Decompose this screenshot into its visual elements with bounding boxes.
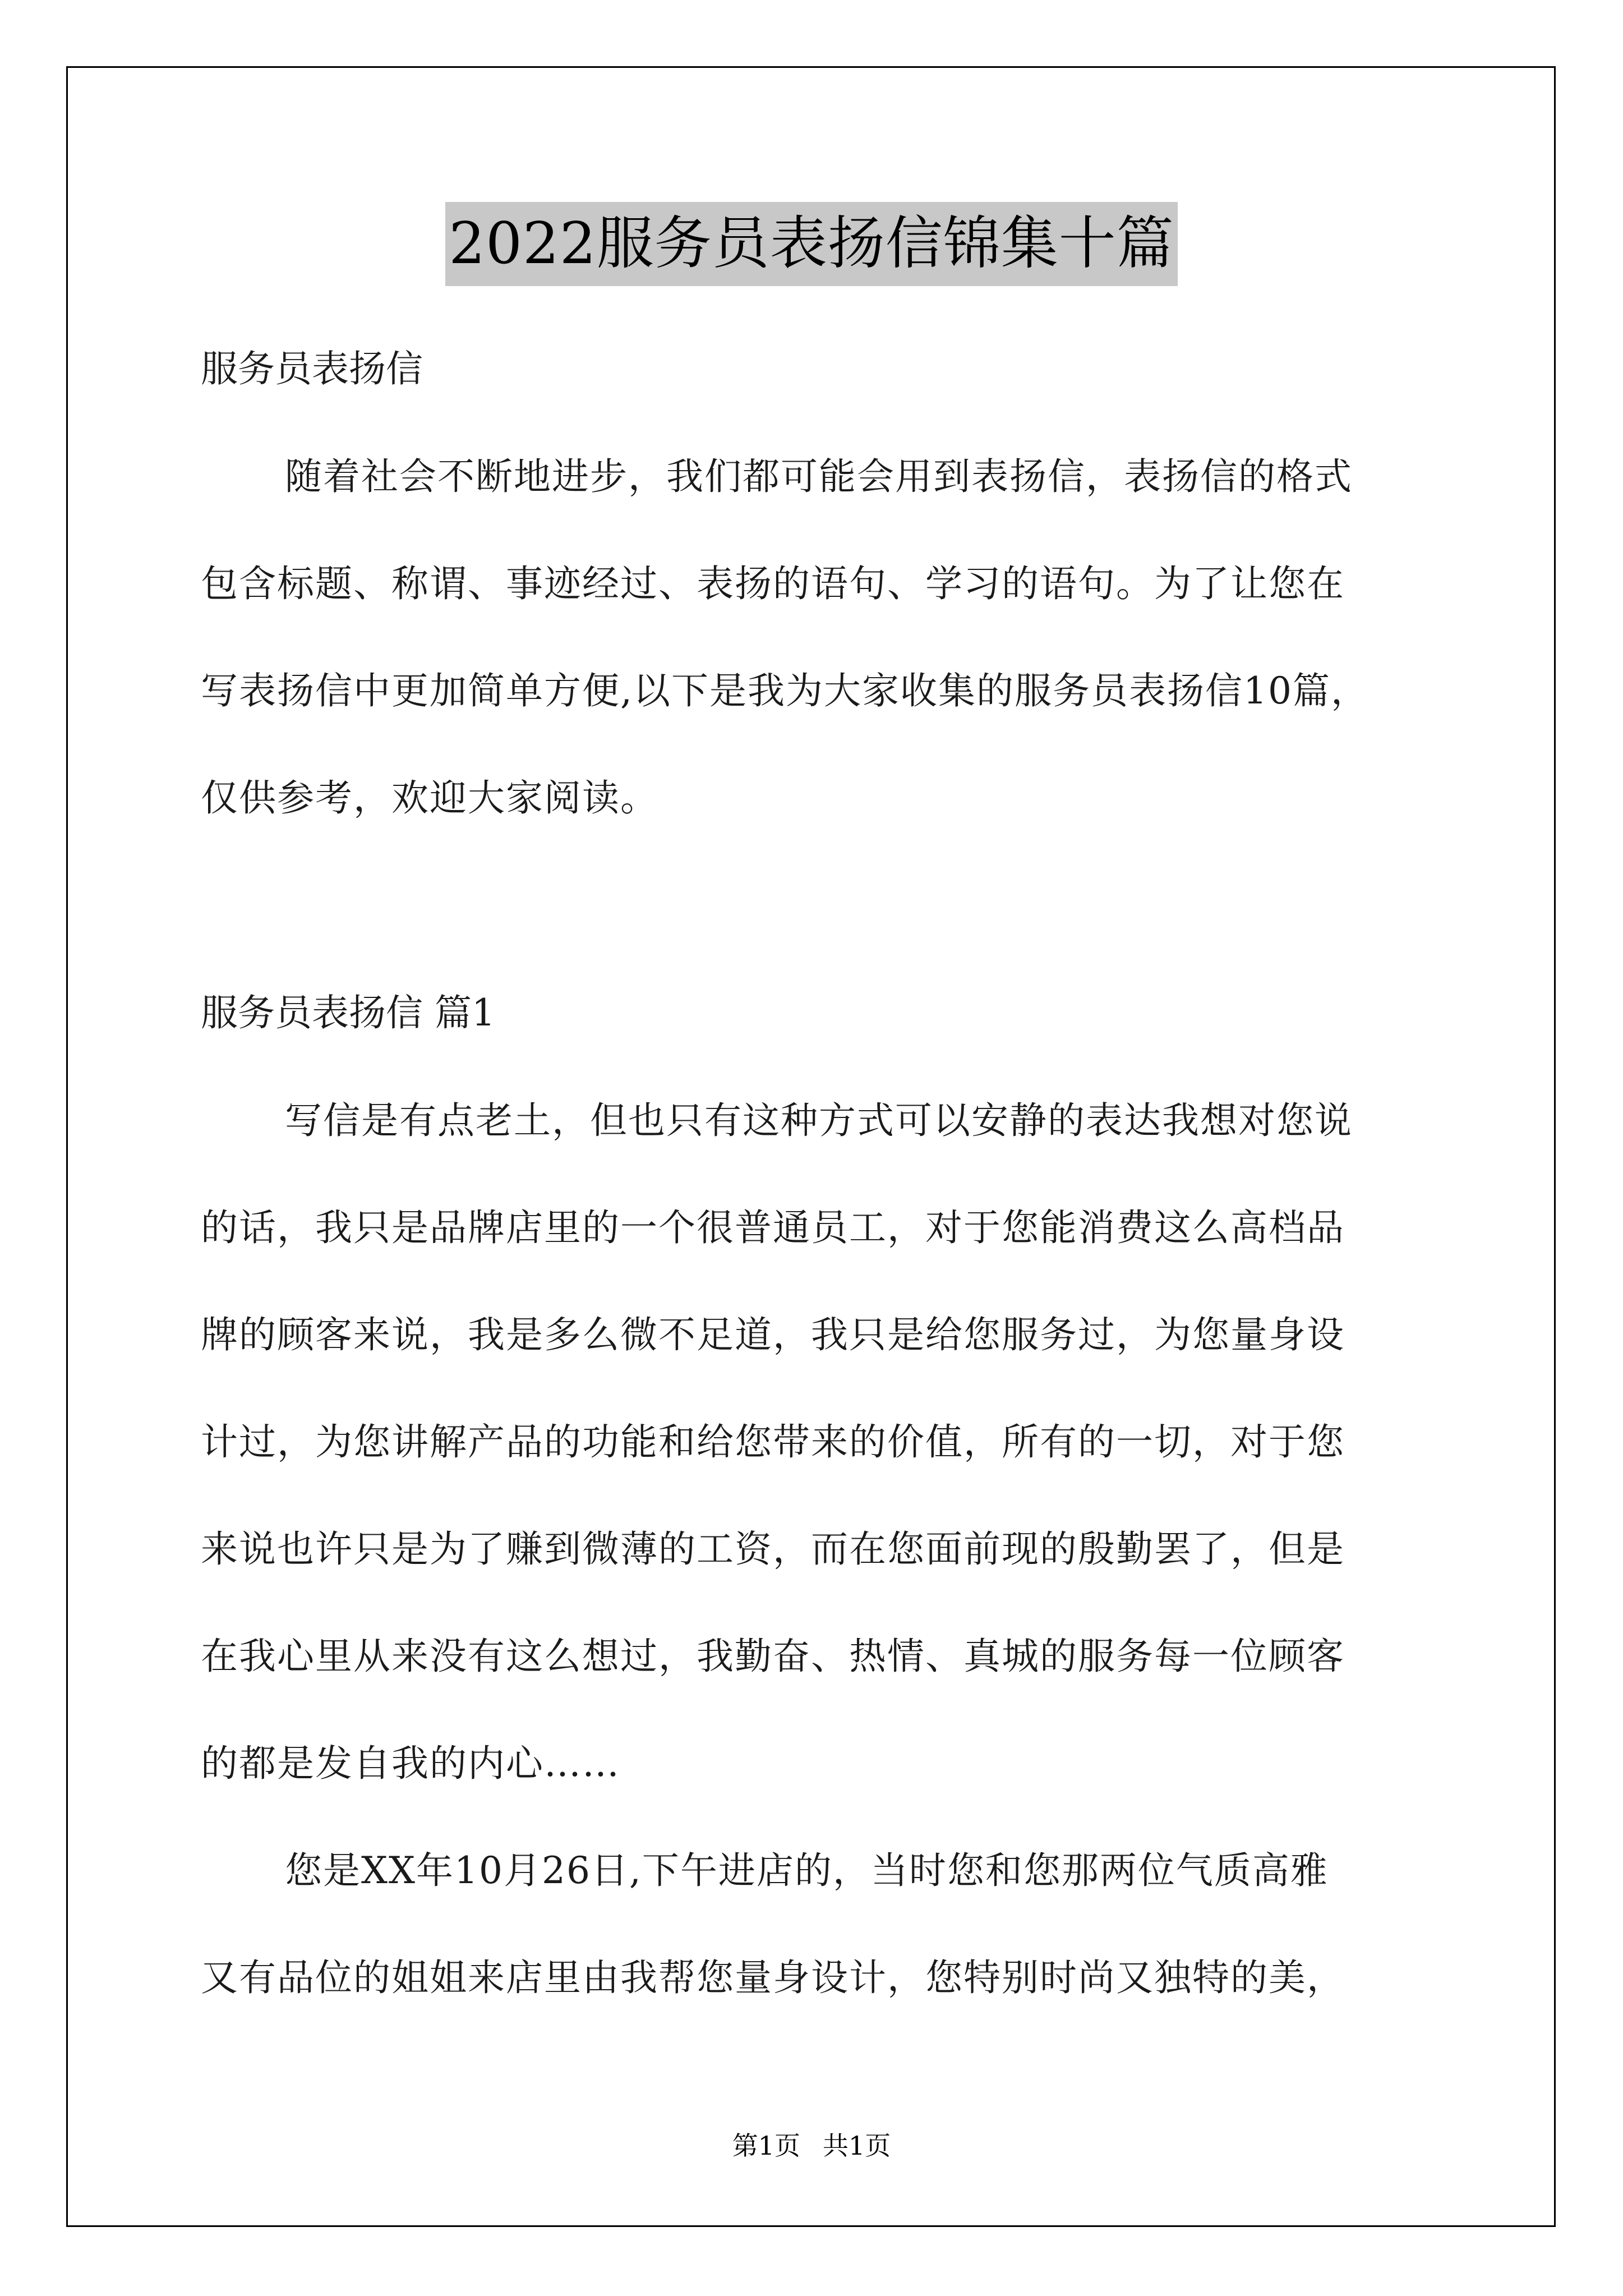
text-line: 写表扬信中更加简单方便,以下是我为大家收集的服务员表扬信10篇， — [201, 669, 1369, 712]
intro-heading: 服务员表扬信 — [201, 347, 423, 390]
document-title: 2022服务员表扬信锦集十篇 — [445, 202, 1178, 286]
document-body — [201, 342, 1429, 2005]
text-line: 您是XX年10月26日,下午进店的，当时您和您那两位气质高雅 — [285, 1849, 1329, 1892]
text-line: 来说也许只是为了赚到微薄的工资，而在您面前现的殷勤罢了，但是 — [201, 1527, 1345, 1571]
section-heading: 服务员表扬信 篇1 — [201, 991, 495, 1034]
page-footer — [0, 2129, 1623, 2162]
page-number: 第1页 — [732, 2131, 800, 2161]
text-line: 又有品位的姐姐来店里由我帮您量身设计，您特别时尚又独特的美， — [201, 1956, 1345, 1999]
text-line: 牌的顾客来说，我是多么微不足道，我只是给您服务过，为您量身设 — [201, 1313, 1345, 1356]
text-line: 随着社会不断地进步，我们都可能会用到表扬信，表扬信的格式 — [285, 455, 1353, 498]
page-count: 共1页 — [823, 2131, 891, 2161]
text-line: 包含标题、称谓、事迹经过、表扬的语句、学习的语句。为了让您在 — [201, 562, 1345, 605]
body-paragraph-1 — [201, 1094, 1429, 1791]
text-line: 仅供参考，欢迎大家阅读。 — [201, 776, 658, 820]
body-paragraph-2 — [201, 1844, 1429, 2005]
text-line: 计过，为您讲解产品的功能和给您带来的价值，所有的一切，对于您 — [201, 1420, 1345, 1464]
text-line: 的都是发自我的内心…… — [201, 1742, 620, 1785]
text-line: 在我心里从来没有这么想过，我勤奋、热情、真城的服务每一位顾客 — [201, 1635, 1345, 1678]
text-line: 的话，我只是品牌店里的一个很普通员工，对于您能消费这么高档品 — [201, 1206, 1345, 1249]
title-container — [0, 202, 1623, 286]
text-line: 写信是有点老土，但也只有这种方式可以安静的表达我想对您说 — [285, 1099, 1353, 1142]
intro-paragraph — [201, 450, 1429, 825]
